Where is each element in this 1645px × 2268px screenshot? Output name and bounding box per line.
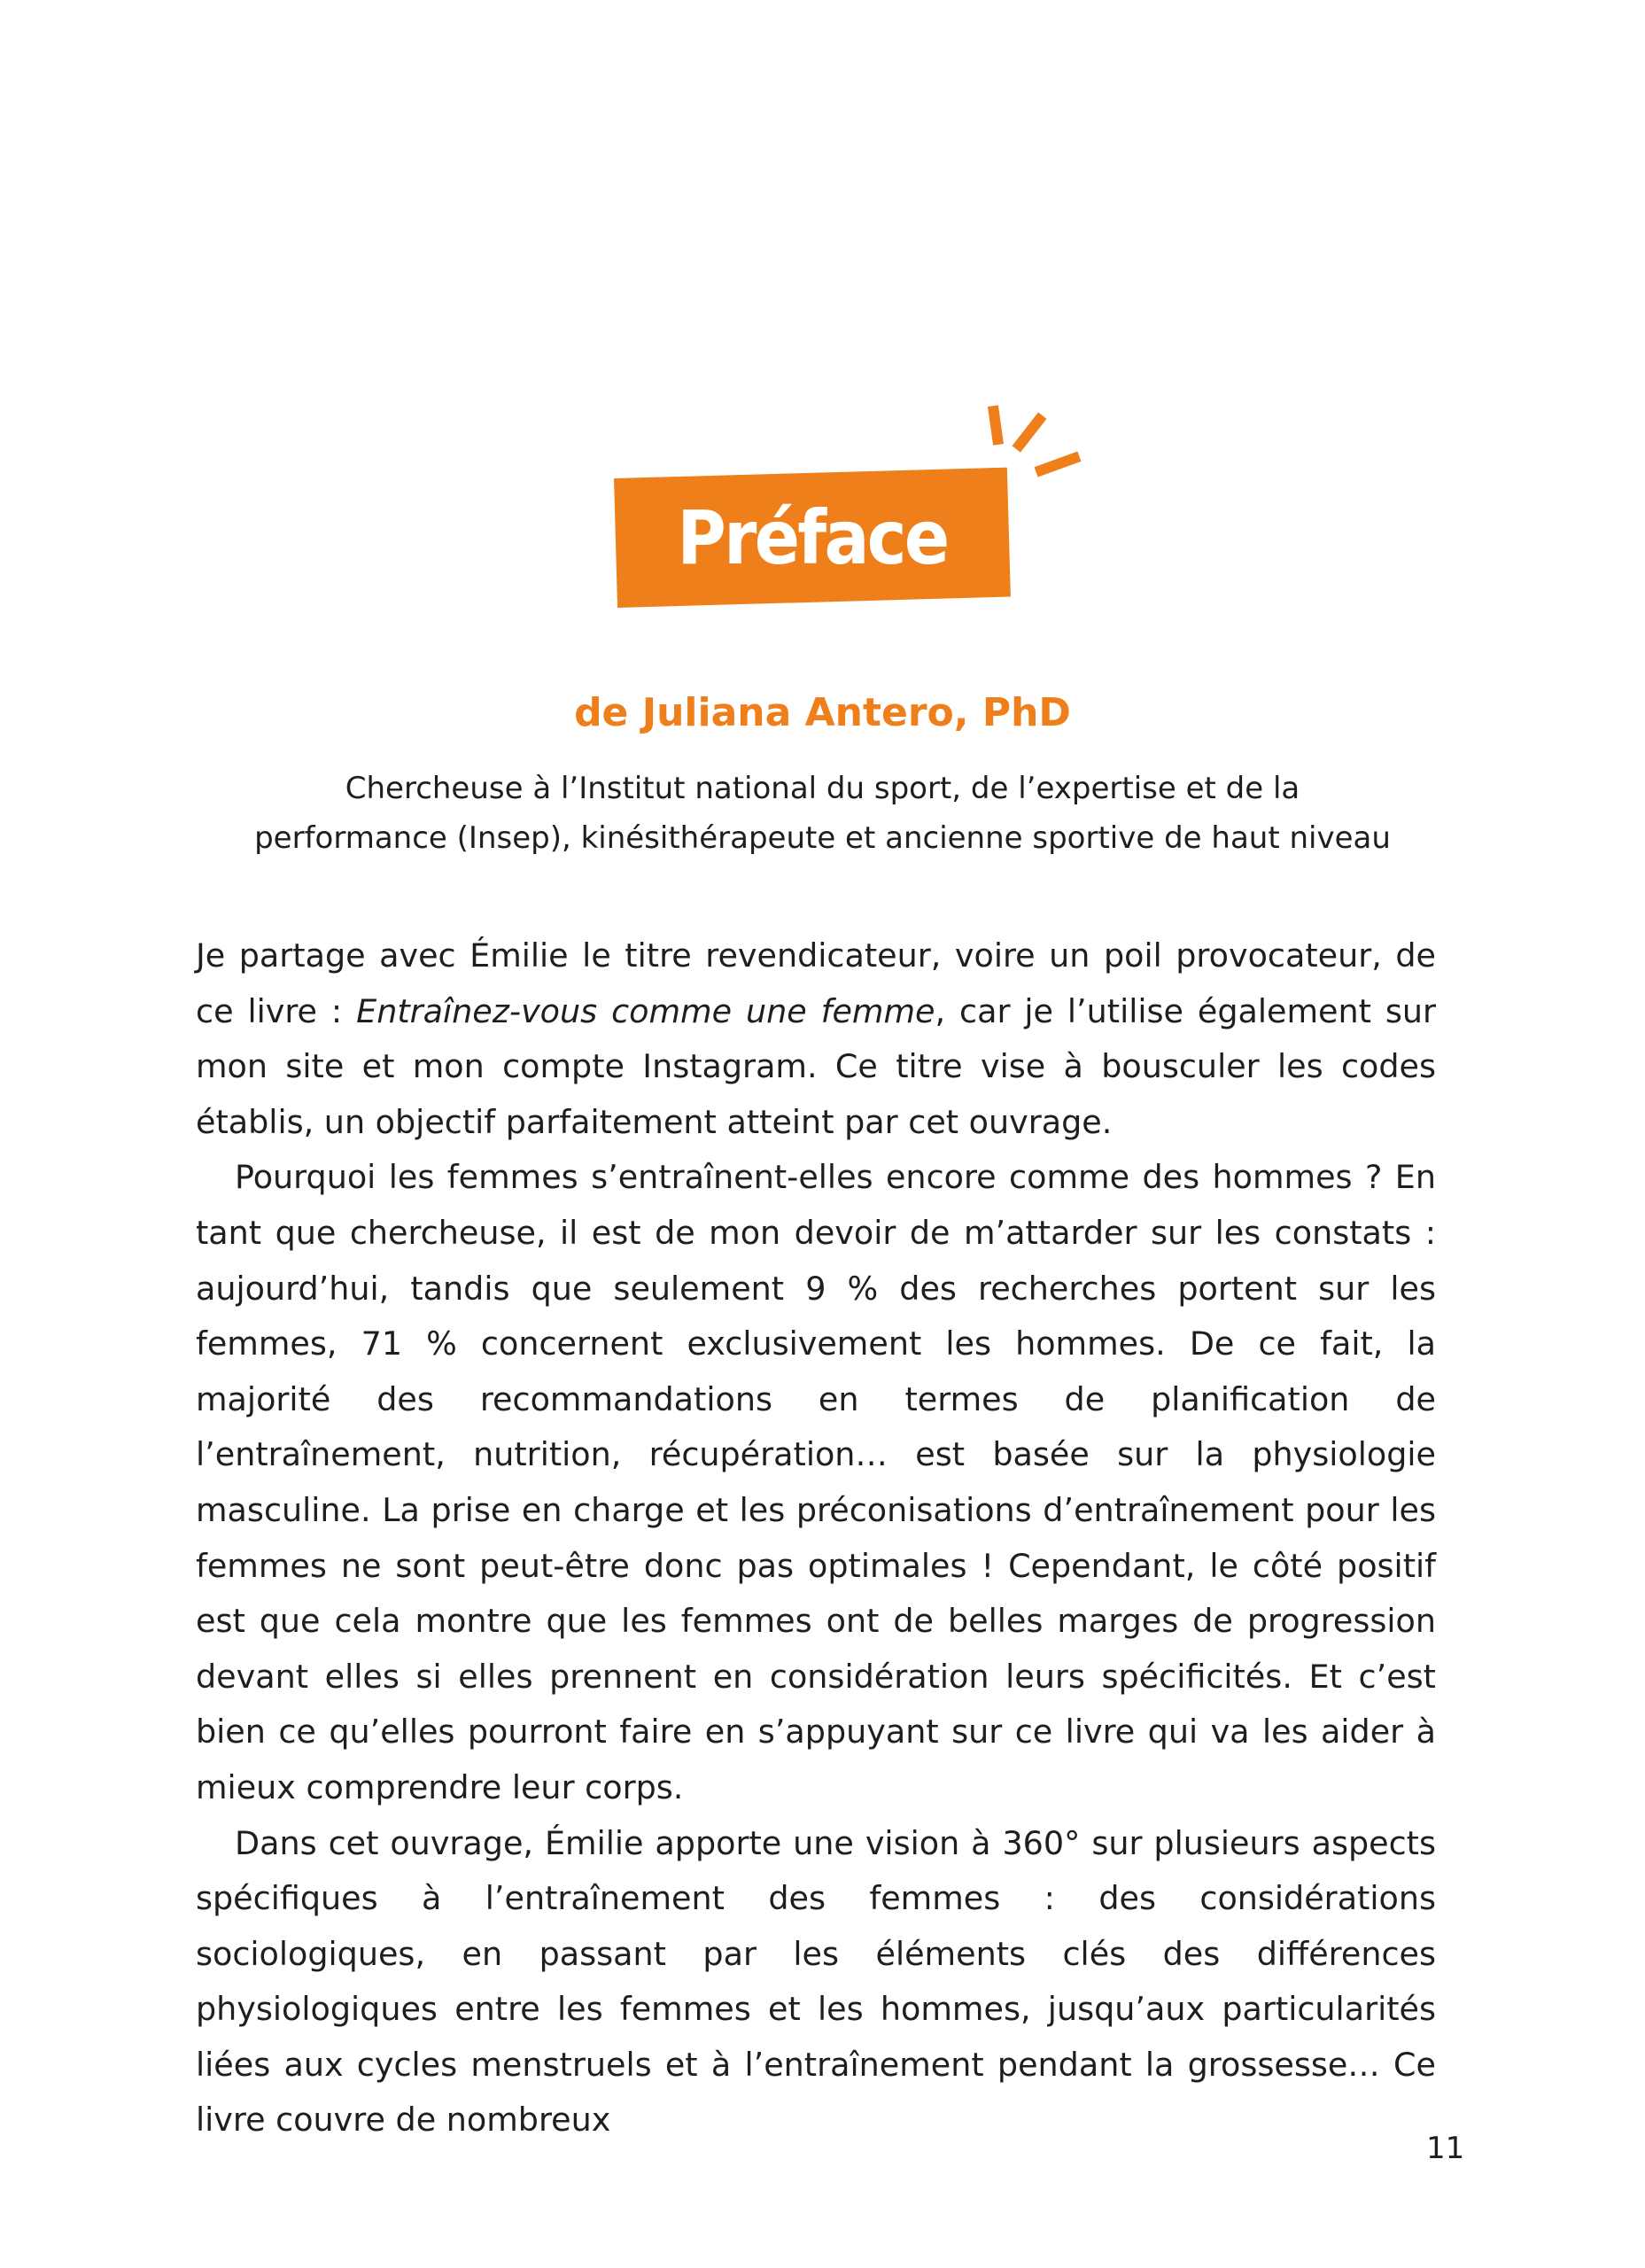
paragraph	[196, 928, 1436, 1150]
preface-author: de Juliana Antero, PhD	[574, 690, 1071, 735]
author-affiliation	[133, 764, 1512, 863]
preface-body	[196, 928, 1436, 2148]
chapter-title: Préface	[677, 493, 948, 581]
chapter-title-banner	[614, 468, 1011, 608]
paragraph-text: Je partage avec Émilie le titre revendicateur, voire un poil provocateur, de ce livre :	[196, 936, 1436, 1030]
paragraph: Dans cet ouvrage, Émilie apporte une vision à 360° sur plusieurs aspects spécifiques à l’entraînement des femmes : des considérations sociologiques, en passant par les éléments clés des différences physiologiques entre les femmes et les hommes, jusqu’aux particularités liées aux cycles menstruels et à l’entraînement pendant la grossesse… Ce livre couvre de nombreux	[196, 1823, 1436, 2140]
burst-lines-icon	[974, 399, 1116, 505]
paragraph-text: , car je l’utilise également sur mon site et mon compte Instagram. Ce titre vise à bousculer les codes établis, un objectif parfaitement atteint par cet ouvrage.	[196, 991, 1437, 1141]
page-number: 11	[1426, 2131, 1465, 2166]
book-title: Entraînez-vous comme une femme	[356, 991, 935, 1030]
affiliation-line: Chercheuse à l’Institut national du sport, de l’expertise et de la	[345, 771, 1300, 806]
paragraph: Pourquoi les femmes s’entraînent-elles encore comme des hommes ? En tant que chercheuse, il est de mon devoir de m’attarder sur les constats : aujourd’hui, tandis que seulement 9 % des recherches portent sur les femmes, 71 % concernent exclusivement les hommes. De ce fait, la majorité des recommandations en termes de planification de l’entraînement, nutrition, récupération… est basée sur la physiologie masculine. La prise en charge et les préconisations d’entraînement pour les femmes ne sont peut-être donc pas optimales ! Cependant, le côté positif est que cela montre que les femmes ont de belles marges de progression devant elles si elles prennent en considération leurs spécificités. Et c’est bien ce qu’elles pourront faire en s’appuyant sur ce livre qui va les aider à mieux comprendre leur corps.	[196, 1158, 1436, 1806]
affiliation-line: performance (Insep), kinésithérapeute et ancienne sportive de haut niveau	[254, 820, 1391, 856]
